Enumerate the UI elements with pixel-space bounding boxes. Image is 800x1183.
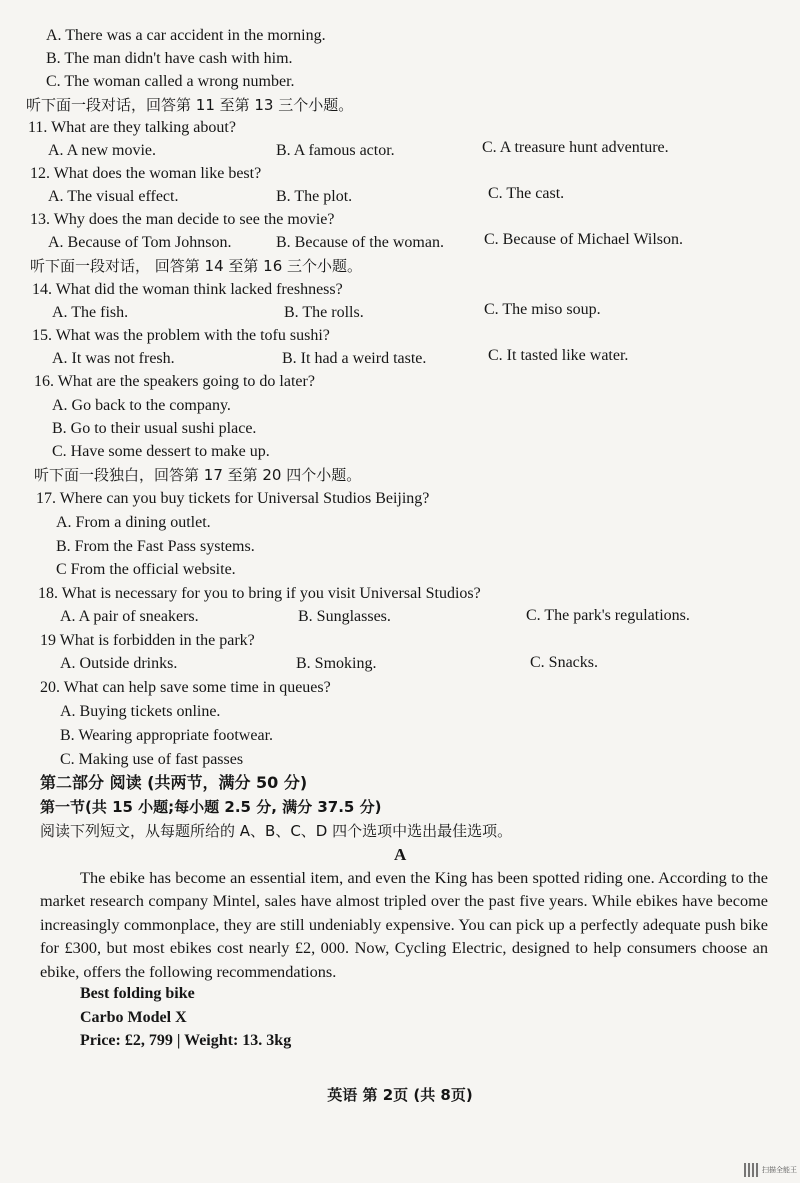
option-15-c: C. It tasted like water.: [488, 347, 629, 364]
question-20: 20. What can help save some time in queues?: [40, 679, 331, 696]
question-15: 15. What was the problem with the tofu sushi?: [32, 327, 330, 344]
option-18-b: B. Sunglasses.: [298, 608, 391, 625]
option-20-b: B. Wearing appropriate footwear.: [60, 727, 274, 744]
option-17-b: B. From the Fast Pass systems.: [56, 538, 255, 555]
question-11: 11. What are they talking about?: [28, 119, 236, 136]
instruction-14-16: 听下面一段对话， 回答第 14 至第 16 三个小题。: [30, 257, 363, 275]
option-15-b: B. It had a weird taste.: [282, 350, 427, 367]
price-weight: Price: £2, 799 | Weight: 13. 3kg: [80, 1032, 292, 1049]
question-12: 12. What does the woman like best?: [30, 165, 262, 182]
reading-instruction: 阅读下列短文，从每题所给的 A、B、C、D 四个选项中选出最佳选项。: [40, 822, 513, 840]
option-17-a: A. From a dining outlet.: [56, 514, 211, 531]
option-20-a: A. Buying tickets online.: [60, 703, 221, 720]
option-11-b: B. A famous actor.: [276, 142, 395, 159]
question-13: 13. Why does the man decide to see the movie?: [30, 211, 335, 228]
option-18-c: C. The park's regulations.: [526, 607, 690, 624]
model-name: Carbo Model X: [80, 1009, 187, 1026]
part-two-title: 第二部分 阅读 (共两节，满分 50 分): [40, 773, 308, 792]
passage-text: The ebike has become an essential item, and even the King has been spotted riding one. According to the market research company Mintel, sales have almost tripled over the past five years. While ebikes have become increasingly commonplace, they are still undeniably expensive. You can pick up a perfectly adequate push bike for £300, but most ebikes cost nearly £2, 000. Now, Cycling Electric, designed to help consumers choose an ebike, offers the following recommendations.: [40, 868, 768, 981]
question-19: 19 What is forbidden in the park?: [40, 632, 255, 649]
option-16-b: B. Go to their usual sushi place.: [52, 420, 257, 437]
option-19-b: B. Smoking.: [296, 655, 377, 672]
option-14-c: C. The miso soup.: [484, 301, 601, 318]
option-line: A. There was a car accident in the morning.: [46, 27, 326, 44]
option-11-a: A. A new movie.: [48, 142, 156, 159]
question-16: 16. What are the speakers going to do later?: [34, 373, 315, 390]
option-14-a: A. The fish.: [52, 304, 129, 321]
option-19-c: C. Snacks.: [530, 654, 598, 671]
page-footer: 英语 第 2页 (共 8页): [327, 1086, 473, 1104]
question-17: 17. Where can you buy tickets for Universal Studios Beijing?: [36, 490, 430, 507]
option-line: B. The man didn't have cash with him.: [46, 50, 293, 67]
question-18: 18. What is necessary for you to bring if you visit Universal Studios?: [38, 585, 481, 602]
option-15-a: A. It was not fresh.: [52, 350, 175, 367]
option-13-c: C. Because of Michael Wilson.: [484, 231, 684, 248]
option-19-a: A. Outside drinks.: [60, 655, 178, 672]
option-13-a: A. Because of Tom Johnson.: [48, 234, 232, 251]
instruction-17-20: 听下面一段独白，回答第 17 至第 20 四个小题。: [34, 466, 362, 484]
instruction-11-13: 听下面一段对话，回答第 11 至第 13 三个小题。: [26, 96, 354, 114]
best-folding-heading: Best folding bike: [80, 985, 195, 1002]
scanner-logo-icon: [744, 1163, 760, 1177]
option-12-c: C. The cast.: [488, 185, 565, 202]
section-one-title: 第一节(共 15 小题;每小题 2.5 分, 满分 37.5 分): [40, 798, 382, 816]
option-18-a: A. A pair of sneakers.: [60, 608, 199, 625]
option-12-b: B. The plot.: [276, 188, 353, 205]
passage-label: A: [394, 845, 407, 864]
option-17-c: C From the official website.: [56, 561, 236, 578]
option-11-c: C. A treasure hunt adventure.: [482, 139, 669, 156]
scanner-watermark: 扫描全能王: [762, 1166, 797, 1174]
option-16-a: A. Go back to the company.: [52, 397, 231, 414]
question-14: 14. What did the woman think lacked freshness?: [32, 281, 343, 298]
option-12-a: A. The visual effect.: [48, 188, 179, 205]
option-13-b: B. Because of the woman.: [276, 234, 444, 251]
option-line: C. The woman called a wrong number.: [46, 73, 295, 90]
option-14-b: B. The rolls.: [284, 304, 364, 321]
option-20-c: C. Making use of fast passes: [60, 751, 244, 768]
option-16-c: C. Have some dessert to make up.: [52, 443, 270, 460]
